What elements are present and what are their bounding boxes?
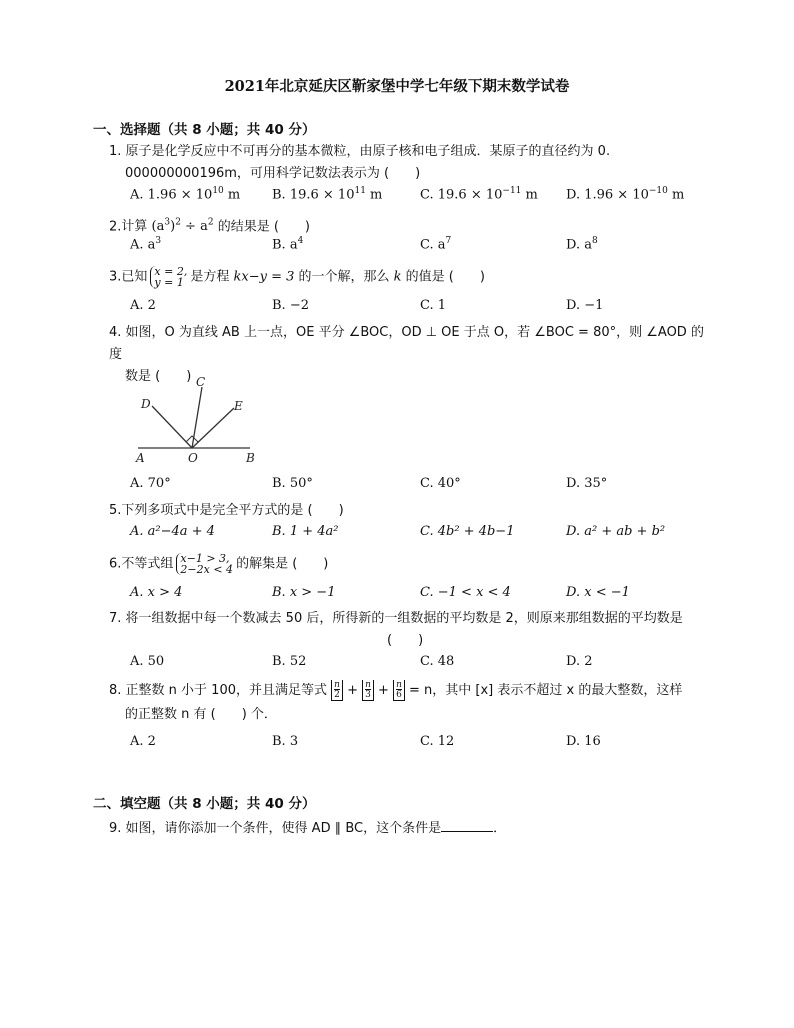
option-d[interactable]: D. 2 <box>566 654 593 669</box>
option-a[interactable]: A. $1.96 \times 10^{10}$ m <box>130 186 241 203</box>
equation-system: x = 2, y = 1 <box>150 266 187 288</box>
question-number: 8. <box>109 683 122 698</box>
question-7 <box>109 608 709 652</box>
option-d[interactable]: D. $a^8$ <box>566 236 598 253</box>
answer-blank[interactable] <box>441 831 493 832</box>
label-c: C <box>196 375 206 389</box>
option-d[interactable]: D. $1.96 \times 10^{-10}$ m <box>566 186 685 203</box>
question-number: 7. <box>109 611 122 626</box>
option-a[interactable]: A. 50 <box>130 654 165 669</box>
option-d[interactable]: D. 35° <box>566 476 608 491</box>
equation: kx−y = 3 <box>233 269 295 285</box>
option-d[interactable]: D. a² + ab + b² <box>566 524 666 539</box>
options-7 <box>130 654 700 674</box>
label-d: D <box>141 397 151 411</box>
ray-oe <box>192 408 234 448</box>
option-c[interactable]: C. 12 <box>420 734 455 749</box>
option-d[interactable]: D. 16 <box>566 734 601 749</box>
right-angle-mark <box>186 436 198 442</box>
page-title: 2021年北京延庆区靳家堡中学七年级下期末数学试卷 <box>224 78 570 95</box>
options-2 <box>130 236 700 256</box>
option-b[interactable]: B. −2 <box>272 298 309 313</box>
option-c[interactable]: C. $a^7$ <box>420 236 452 253</box>
option-b[interactable]: B. x > −1 <box>272 585 336 600</box>
section-heading-fill: 二、填空题（共 8 小题；共 40 分） <box>93 796 316 812</box>
options-3 <box>130 298 700 318</box>
question-number: 9. <box>109 821 122 836</box>
options-5 <box>130 524 700 544</box>
options-8 <box>130 734 700 754</box>
question-text-tail: 的结果是 ( ) <box>213 219 310 235</box>
question-text: 不等式组 <box>121 556 174 572</box>
option-b[interactable]: B. 1 + 4a² <box>272 524 339 539</box>
question-number: 2. <box>109 219 122 235</box>
question-number: 5. <box>109 503 122 518</box>
option-d[interactable]: D. x < −1 <box>566 585 630 600</box>
question-9: 9. 如图，请你添加一个条件，使得 AD ∥ BC，这个条件是 ． <box>109 821 507 836</box>
floor-term-1: $\frac{n}{2}$ <box>331 680 343 701</box>
option-a[interactable]: A. 2 <box>130 298 156 313</box>
option-b[interactable]: B. 52 <box>272 654 307 669</box>
option-a[interactable]: A. $a^3$ <box>130 236 162 253</box>
option-a[interactable]: A. a²−4a + 4 <box>130 524 215 539</box>
options-1 <box>130 186 700 206</box>
question-text: 正整数 n 小于 100，并且满足等式 <box>125 683 332 698</box>
option-b[interactable]: B. 50° <box>272 476 313 491</box>
option-b[interactable]: B. $19.6 \times 10^{11}$ m <box>272 186 383 203</box>
label-a: A <box>136 451 145 464</box>
option-c[interactable]: C. 40° <box>420 476 461 491</box>
option-c[interactable]: C. −1 < x < 4 <box>420 585 511 600</box>
question-text: 已知 <box>121 269 148 285</box>
option-c[interactable]: C. 48 <box>420 654 455 669</box>
options-6 <box>130 585 700 605</box>
question-text-tail: = n，其中 [x] 表示不超过 x 的最大整数，这样 <box>404 683 683 698</box>
question-text: 如图，请你添加一个条件，使得 AD ∥ BC，这个条件是 <box>125 821 442 836</box>
option-c[interactable]: C. $19.6 \times 10^{-11}$ m <box>420 186 538 203</box>
floor-term-2: $\frac{n}{3}$ <box>362 680 374 701</box>
option-d[interactable]: D. −1 <box>566 298 604 313</box>
options-4 <box>130 476 700 496</box>
option-b[interactable]: B. $a^4$ <box>272 236 304 253</box>
label-b: B <box>246 451 255 464</box>
question-number: 4. <box>109 325 122 340</box>
question-8: 8. 正整数 n 小于 100，并且满足等式 $\frac{n}{2} + \frac{n}{3} + \frac{n}{6} = n$，其中 [x] 表示不超过 x 的最大整数，这样 的正整数 n 有 ( ) 个． <box>109 680 709 726</box>
label-o: O <box>188 451 198 464</box>
question-text: 如图，O 为直线 AB 上一点，OE 平分 ∠BOC，OD ⊥ OE 于点 O，若 ∠BOC = 80°，则 ∠AOD 的度 <box>109 325 704 362</box>
ray-oc <box>192 387 202 448</box>
question-6: 6.不等式组 x−1 > 3, 2−2x < 4 的解集是 ( ) <box>109 552 329 576</box>
question-text-cont: 的正整数 n 有 ( ) 个． <box>125 707 277 722</box>
question-5 <box>109 500 709 522</box>
question-text: 将一组数据中每一个数减去 50 后，所得新的一组数据的平均数是 2，则原来那组数据的平均数是 <box>125 611 683 626</box>
section-heading-choice: 一、选择题（共 8 小题；共 40 分） <box>93 122 316 138</box>
angle-figure <box>130 372 270 464</box>
inequality-system: x−1 > 3, 2−2x < 4 <box>176 553 233 575</box>
question-number: 3. <box>109 269 122 285</box>
option-a[interactable]: A. x > 4 <box>130 585 183 600</box>
question-3: 3.已知 x = 2, y = 1 是方程 kx−y = 3 的一个解，那么 k 的值是 ( ) <box>109 265 485 289</box>
option-b[interactable]: B. 3 <box>272 734 299 749</box>
question-number: 1. <box>109 144 122 159</box>
question-text: 原子是化学反应中不可再分的基本微粒，由原子核和电子组成．某原子的直径约为 0. <box>125 144 611 159</box>
question-text-cont: 数是 ( ) <box>125 369 192 384</box>
option-a[interactable]: A. 2 <box>130 734 156 749</box>
question-number: 6. <box>109 556 122 572</box>
option-a[interactable]: A. 70° <box>130 476 171 491</box>
label-e: E <box>234 399 243 413</box>
floor-term-3: $\frac{n}{6}$ <box>393 680 405 701</box>
question-2 <box>109 212 709 238</box>
question-text: 计算 $(a^3)^2 \div a^2$ <box>121 218 214 235</box>
option-c[interactable]: C. 4b² + 4b−1 <box>420 524 515 539</box>
question-1 <box>109 141 709 185</box>
question-text-cont: 000000000196m，可用科学记数法表示为 ( ) <box>125 166 421 181</box>
question-text-cont: ( ) <box>387 633 424 648</box>
question-text: 下列多项式中是完全平方式的是 ( ) <box>121 503 344 518</box>
option-c[interactable]: C. 1 <box>420 298 447 313</box>
